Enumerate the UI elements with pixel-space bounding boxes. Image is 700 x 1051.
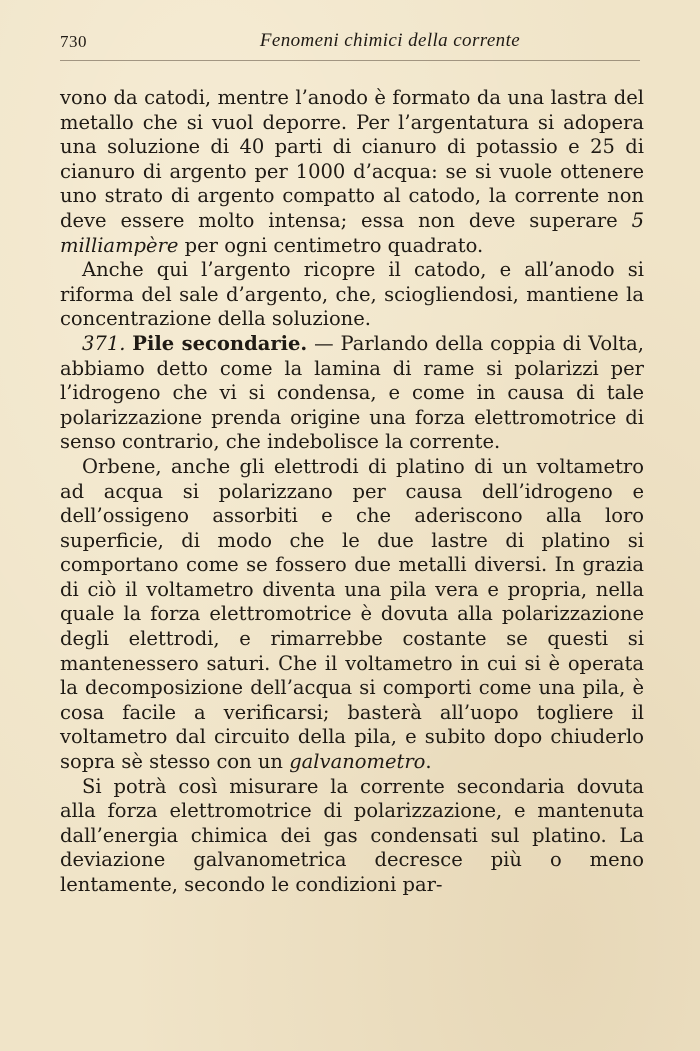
paragraph-4-end: . [425, 750, 432, 774]
header-rule [60, 60, 640, 61]
paragraph-1-text-a: vono da catodi, mentre l’anodo è formato da una lastra del metallo che si vuol deporre. Per l’argentatura si adopera una soluzione di 40 parti di cianuro di potassio e 25 di cianuro di argento per 1000 d’acqua: se si vuole ottenere uno strato di argento compatto al catodo, la corrente non deve essere molto intensa; essa non deve superare [60, 86, 644, 232]
section-title: Pile secondarie. [132, 331, 308, 355]
paragraph-4-text: Orbene, anche gli elettrodi di platino di un voltametro ad acqua si polarizzano per causa dell’idrogeno e dell’ossigeno assorbiti e che aderiscono alla loro superficie, di modo che le due lastre di platino si comportano come se fossero due metalli diversi. In grazia di ciò il voltametro diventa una pila vera e propria, nella quale la forza elettromotrice è dovuta alla polarizzazione degli elettrodi, e rimarrebbe costante se questi si mantenessero saturi. Che il voltametro in cui si è operata la decomposizione dell’acqua si comporti come una pila, è cosa facile a verificarsi; basterà all’uopo togliere il voltametro dal circuito della pila, e subito dopo chiuderlo sopra sè stesso con un [60, 454, 644, 774]
paragraph-3-text: — Parlando della coppia di Volta, abbiamo detto come la lamina di rame si polarizzi per l’idrogeno che vi si condensa, e come in causa di tale polarizzazione prenda origine una forza elettromotrice di senso contrario, che indebolisce la corrente. [60, 331, 645, 454]
body-text [60, 86, 644, 898]
paragraph-5: Si potrà così misurare la corrente secondaria dovuta alla forza elettromotrice di polarizzazione, e mantenuta dall’energia chimica dei gas condensati sul platino. La deviazione galvanometrica decresce più o meno lentamente, secondo le condizioni par- [60, 774, 644, 896]
section-number: 371. [82, 331, 126, 355]
paragraph-1-text-b: per ogni centimetro quadrato. [178, 233, 484, 257]
running-title: Fenomeni chimici della corrente [259, 30, 521, 51]
paragraph-1 [60, 86, 644, 258]
paragraph-1-unit: 5 milliampère [60, 208, 644, 257]
paragraph-4 [60, 455, 644, 775]
paragraph-2: Anche qui l’argento ricopre il catodo, e all’anodo si riforma del sale d’argento, che, sciogliendosi, mantiene la concentrazione della soluzione. [60, 258, 644, 331]
page-header [60, 30, 640, 56]
paragraph-3 [60, 332, 644, 455]
page-number: 730 [60, 32, 87, 51]
paragraph-4-term: galvanometro [289, 750, 426, 774]
